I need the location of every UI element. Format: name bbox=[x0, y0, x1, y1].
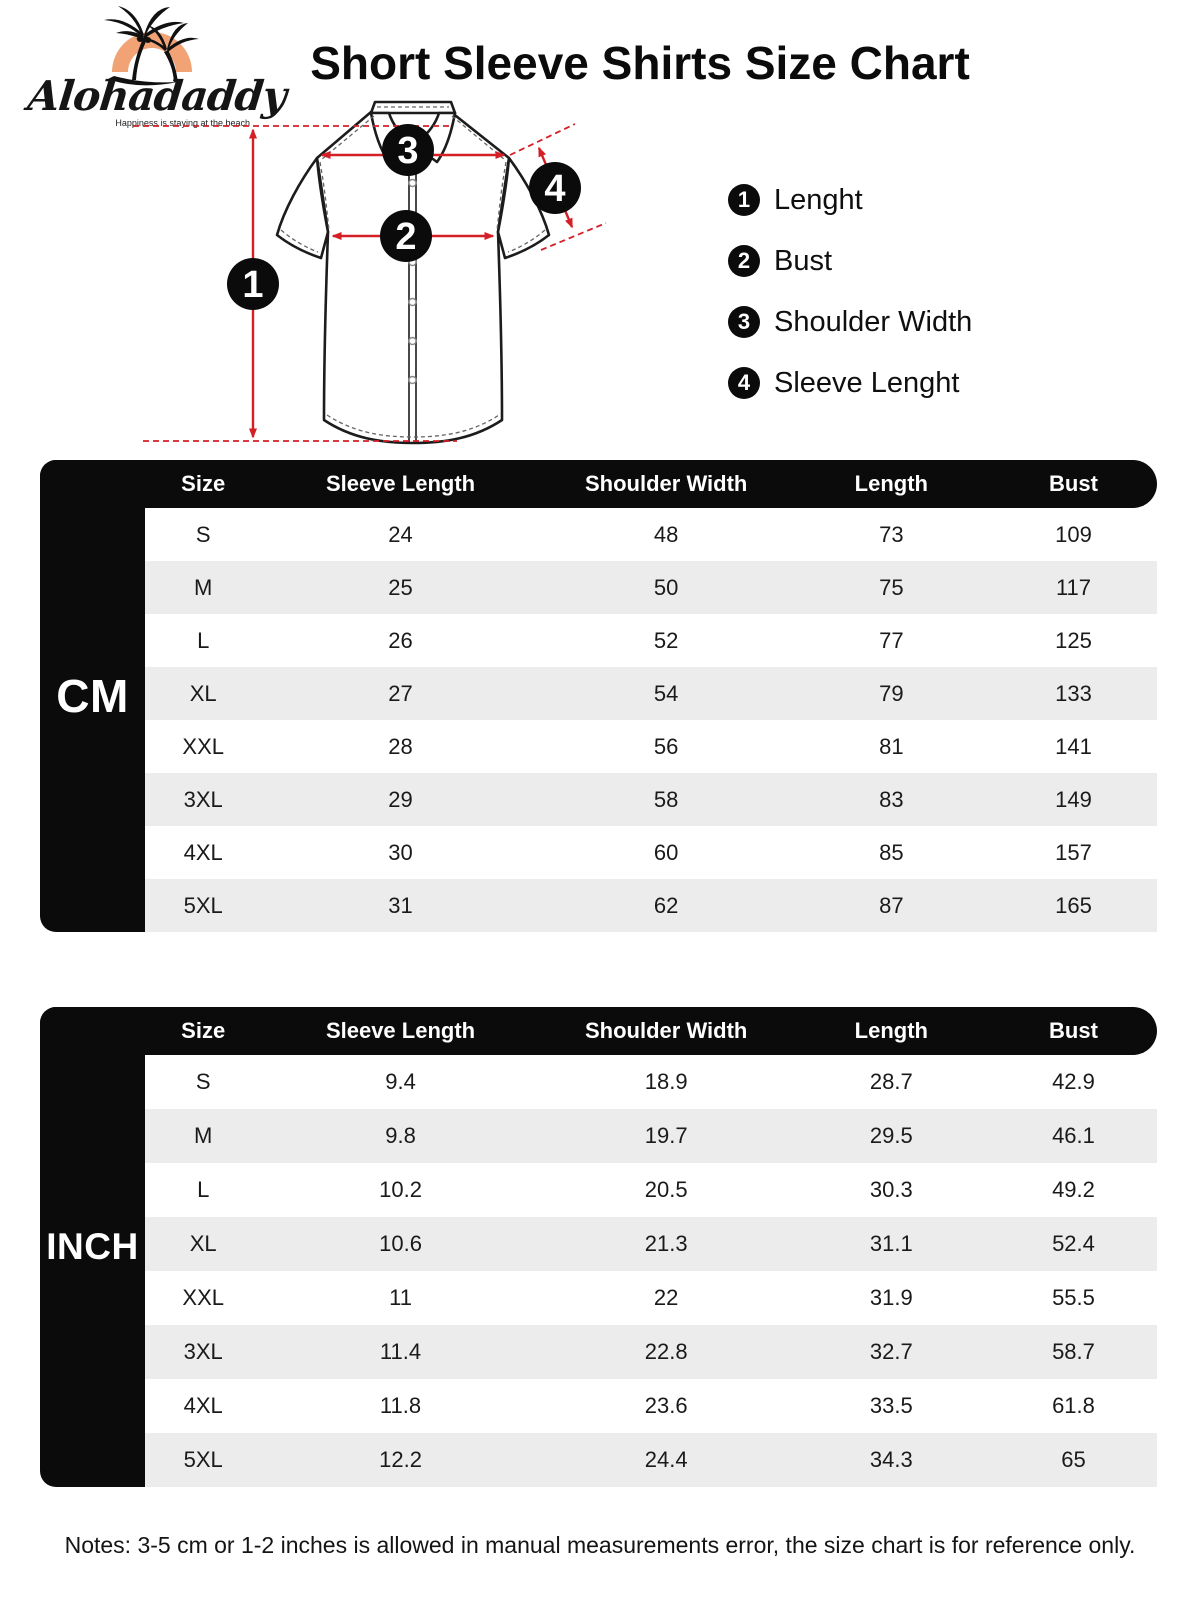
value-cell: 28.7 bbox=[869, 1069, 913, 1094]
value-cell: 85 bbox=[879, 839, 904, 865]
svg-text:3: 3 bbox=[397, 130, 419, 172]
value-cell: 50 bbox=[653, 574, 679, 600]
value-cell: 52 bbox=[653, 627, 679, 653]
value-cell: 25 bbox=[388, 574, 413, 600]
table-row bbox=[145, 1379, 1157, 1433]
value-cell: 56 bbox=[653, 733, 679, 759]
value-cell: 75 bbox=[879, 574, 904, 600]
value-cell: 24 bbox=[388, 521, 413, 547]
sleeve-bottom-guide bbox=[541, 223, 606, 250]
size-cell: L bbox=[197, 1177, 210, 1202]
value-cell: 20.5 bbox=[644, 1177, 688, 1202]
table-row bbox=[145, 879, 1157, 932]
value-cell: 34.3 bbox=[869, 1447, 913, 1472]
column-header: Shoulder Width bbox=[585, 471, 748, 496]
value-cell: 31.1 bbox=[869, 1231, 913, 1256]
page-title: Short Sleeve Shirts Size Chart bbox=[310, 37, 970, 89]
legend-label: Lenght bbox=[774, 183, 863, 216]
legend-number-badge: 3 bbox=[728, 306, 760, 338]
column-header: Sleeve Length bbox=[325, 1018, 476, 1043]
size-cell: XXL bbox=[182, 1285, 224, 1310]
value-cell: 33.5 bbox=[869, 1393, 913, 1418]
value-cell: 109 bbox=[1055, 521, 1092, 547]
size-cell: 5XL bbox=[183, 892, 223, 918]
table-row bbox=[145, 1325, 1157, 1379]
table-rows bbox=[145, 508, 1157, 932]
svg-text:1: 1 bbox=[242, 264, 264, 306]
value-cell: 48 bbox=[653, 521, 679, 547]
legend-label: Shoulder Width bbox=[774, 305, 973, 338]
value-cell: 29 bbox=[388, 786, 413, 812]
callout-3 bbox=[382, 124, 434, 176]
value-cell: 149 bbox=[1055, 786, 1092, 812]
size-cell: 3XL bbox=[183, 1339, 223, 1364]
value-cell: 165 bbox=[1055, 892, 1092, 918]
table-header bbox=[40, 1007, 1157, 1055]
value-cell: 157 bbox=[1055, 839, 1092, 865]
value-cell: 18.9 bbox=[644, 1069, 688, 1094]
column-header: Bust bbox=[1049, 471, 1098, 496]
value-cell: 141 bbox=[1055, 733, 1092, 759]
notes-text: Notes: 3-5 cm or 1-2 inches is allowed in manual measurements error, the size chart is for reference only. bbox=[64, 1532, 1136, 1558]
column-header: Bust bbox=[1049, 1018, 1098, 1043]
value-cell: 52.4 bbox=[1052, 1231, 1095, 1256]
column-header: Length bbox=[854, 471, 928, 496]
unit-label: CM bbox=[56, 670, 129, 722]
value-cell: 49.2 bbox=[1052, 1177, 1095, 1202]
size-cell: XL bbox=[189, 1231, 217, 1256]
value-cell: 30 bbox=[388, 839, 413, 865]
value-cell: 12.2 bbox=[379, 1447, 422, 1472]
size-cell: XL bbox=[189, 680, 217, 706]
unit-bar-cm bbox=[40, 460, 145, 932]
column-header: Size bbox=[181, 1018, 226, 1043]
legend-number-badge: 4 bbox=[728, 367, 760, 399]
shirt-measurement-diagram bbox=[125, 88, 705, 453]
size-cell: 5XL bbox=[183, 1447, 223, 1472]
value-cell: 62 bbox=[653, 892, 679, 918]
svg-text:2: 2 bbox=[395, 216, 417, 258]
legend-number-badge: 1 bbox=[728, 184, 760, 216]
value-cell: 10.2 bbox=[379, 1177, 422, 1202]
svg-text:4: 4 bbox=[544, 168, 566, 210]
table-row bbox=[145, 1163, 1157, 1217]
value-cell: 28 bbox=[388, 733, 413, 759]
value-cell: 29.5 bbox=[869, 1123, 913, 1148]
size-cell: 4XL bbox=[183, 839, 223, 865]
legend-label: Sleeve Lenght bbox=[774, 366, 960, 399]
legend bbox=[728, 184, 972, 399]
value-cell: 32.7 bbox=[869, 1339, 913, 1364]
size-cell: 4XL bbox=[183, 1393, 223, 1418]
brand-name: Alohadaddy bbox=[25, 72, 289, 120]
value-cell: 133 bbox=[1055, 680, 1092, 706]
table-rows bbox=[145, 1055, 1157, 1487]
value-cell: 11.4 bbox=[379, 1339, 422, 1364]
table-row bbox=[145, 826, 1157, 879]
value-cell: 22 bbox=[653, 1285, 679, 1310]
size-cell: M bbox=[194, 1123, 213, 1148]
table-row bbox=[145, 1109, 1157, 1163]
size-cell: S bbox=[195, 1069, 211, 1094]
callout-1 bbox=[227, 258, 279, 310]
size-cell: 3XL bbox=[183, 786, 223, 812]
table-row bbox=[145, 1055, 1157, 1109]
unit-bar-inch bbox=[40, 1007, 145, 1487]
column-header: Sleeve Length bbox=[325, 471, 476, 496]
value-cell: 117 bbox=[1055, 574, 1092, 600]
value-cell: 22.8 bbox=[644, 1339, 688, 1364]
table-row bbox=[145, 1271, 1157, 1325]
column-header: Length bbox=[854, 1018, 928, 1043]
unit-label: INCH bbox=[46, 1226, 139, 1267]
table-row bbox=[145, 1433, 1157, 1487]
table-row bbox=[145, 720, 1157, 773]
brand-tagline: Happiness is staying at the beach bbox=[115, 118, 250, 128]
value-cell: 55.5 bbox=[1052, 1285, 1095, 1310]
table-row bbox=[145, 614, 1157, 667]
value-cell: 58.7 bbox=[1052, 1339, 1095, 1364]
table-header bbox=[40, 460, 1157, 508]
table-row bbox=[145, 1217, 1157, 1271]
value-cell: 11.8 bbox=[379, 1393, 422, 1418]
sleeve-top-guide bbox=[510, 124, 575, 155]
value-cell: 31 bbox=[388, 892, 413, 918]
table-row bbox=[145, 773, 1157, 826]
legend-item bbox=[728, 306, 972, 338]
value-cell: 27 bbox=[388, 680, 413, 706]
value-cell: 54 bbox=[653, 680, 679, 706]
value-cell: 60 bbox=[653, 839, 679, 865]
value-cell: 79 bbox=[879, 680, 904, 706]
value-cell: 24.4 bbox=[644, 1447, 688, 1472]
value-cell: 30.3 bbox=[869, 1177, 913, 1202]
value-cell: 87 bbox=[879, 892, 904, 918]
value-cell: 26 bbox=[388, 627, 413, 653]
legend-number-badge: 2 bbox=[728, 245, 760, 277]
table-row bbox=[145, 561, 1157, 614]
value-cell: 81 bbox=[879, 733, 904, 759]
legend-item bbox=[728, 367, 972, 399]
value-cell: 46.1 bbox=[1052, 1123, 1095, 1148]
value-cell: 73 bbox=[879, 521, 904, 547]
value-cell: 65 bbox=[1061, 1447, 1086, 1472]
size-table-inch bbox=[40, 1007, 1157, 1487]
value-cell: 31.9 bbox=[869, 1285, 913, 1310]
value-cell: 9.8 bbox=[385, 1123, 416, 1148]
value-cell: 10.6 bbox=[379, 1231, 422, 1256]
value-cell: 83 bbox=[879, 786, 904, 812]
legend-item bbox=[728, 184, 972, 216]
column-header: Size bbox=[181, 471, 226, 496]
legend-label: Bust bbox=[774, 244, 833, 277]
legend-item bbox=[728, 245, 972, 277]
size-cell: S bbox=[195, 521, 211, 547]
table-row bbox=[145, 508, 1157, 561]
value-cell: 21.3 bbox=[644, 1231, 688, 1256]
value-cell: 42.9 bbox=[1052, 1069, 1095, 1094]
callout-2 bbox=[380, 210, 432, 262]
value-cell: 58 bbox=[653, 786, 679, 812]
value-cell: 61.8 bbox=[1052, 1393, 1095, 1418]
callout-4 bbox=[529, 162, 581, 214]
value-cell: 9.4 bbox=[385, 1069, 416, 1094]
table-row bbox=[145, 667, 1157, 720]
size-cell: XXL bbox=[182, 733, 224, 759]
size-table-cm bbox=[40, 460, 1157, 932]
value-cell: 19.7 bbox=[644, 1123, 688, 1148]
size-cell: L bbox=[197, 627, 210, 653]
size-cell: M bbox=[194, 574, 213, 600]
column-header: Shoulder Width bbox=[585, 1018, 748, 1043]
value-cell: 77 bbox=[879, 627, 904, 653]
value-cell: 11 bbox=[389, 1285, 412, 1310]
value-cell: 23.6 bbox=[644, 1393, 688, 1418]
value-cell: 125 bbox=[1055, 627, 1092, 653]
